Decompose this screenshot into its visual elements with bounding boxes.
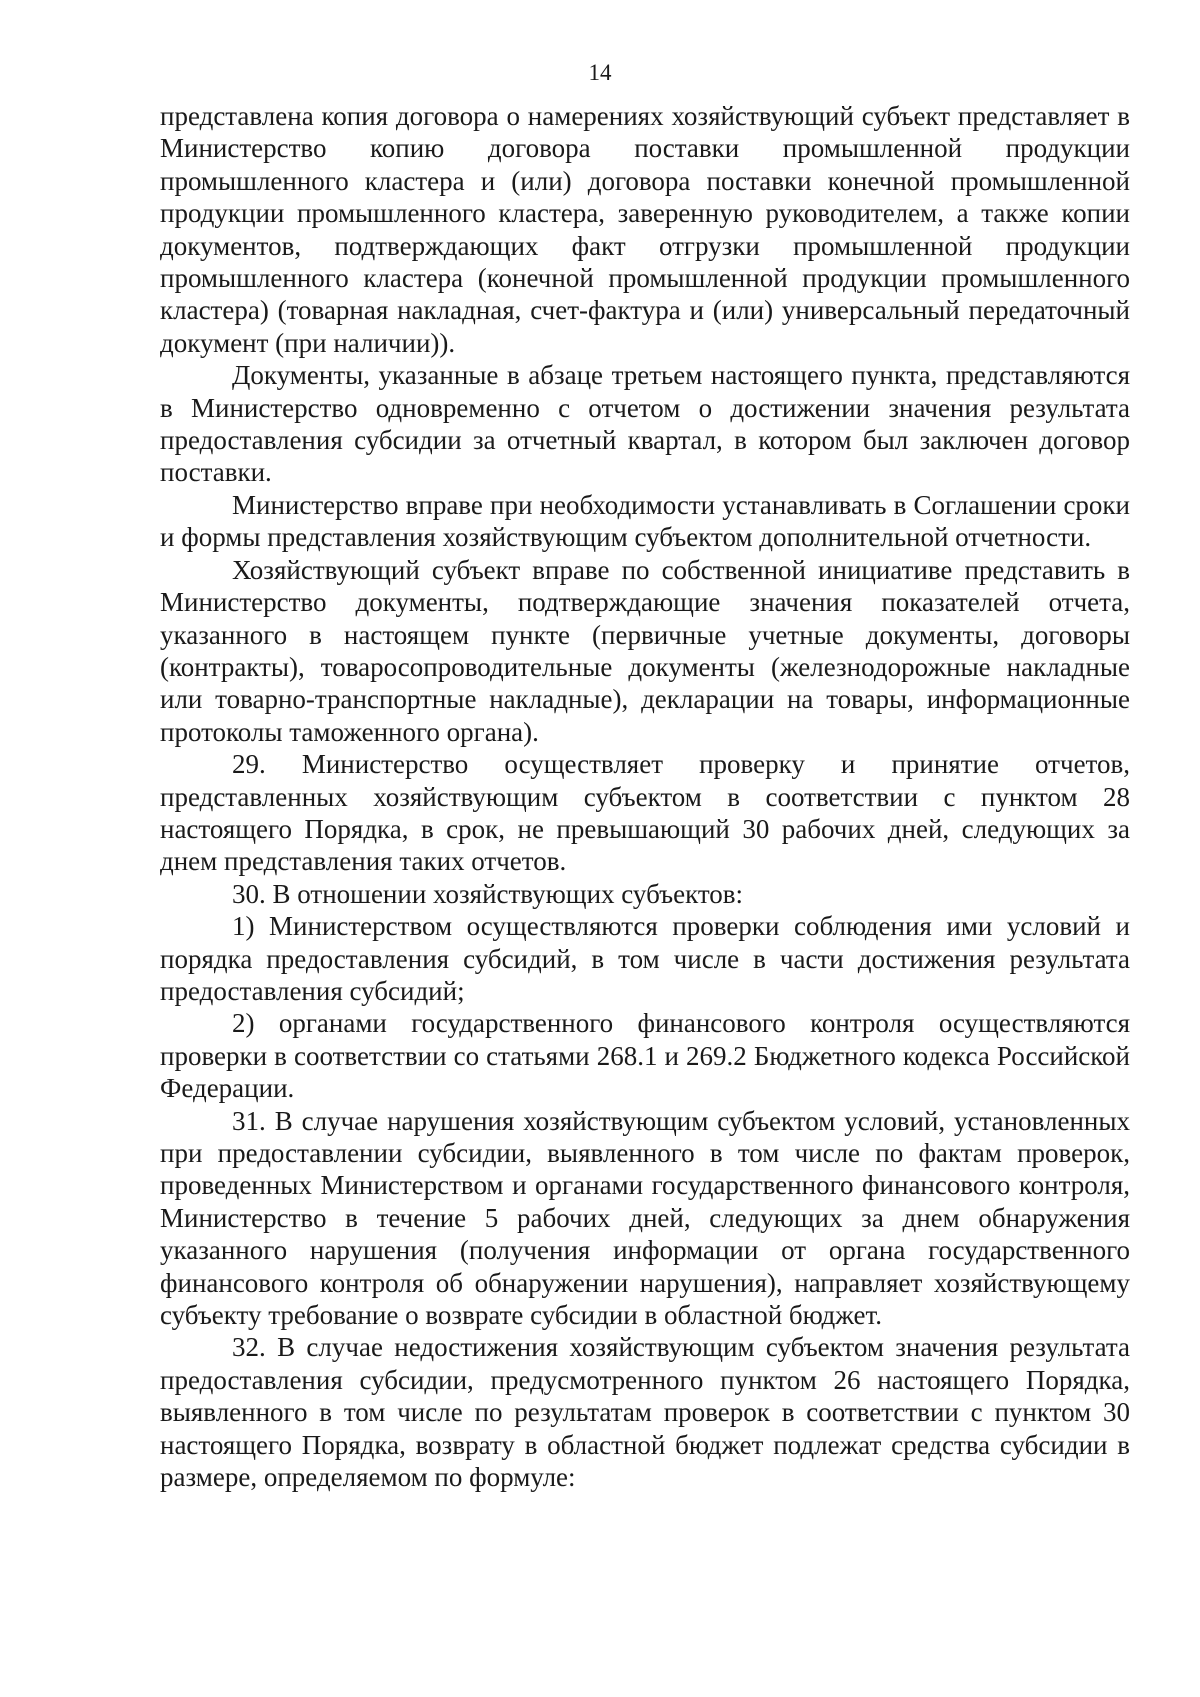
- paragraph-item-30: 30. В отношении хозяйствующих субъектов:: [232, 878, 744, 909]
- paragraph-item-31: 31. В случае нарушения хозяйствующим субъектом условий, установленных при предоставлении субсидии, выявленного в том числе по фактам проверок, проведенных Министерством и органами государственного финансового контроля, Министерство в течение 5 рабочих дней, следующих за днем обнаружения указанного нарушения (получения информации от органа государственного финансового контроля об обнаружении нарушения), направляет хозяйствующему субъекту требование о возврате субсидии в областной бюджет.: [160, 1105, 1130, 1331]
- paragraph-item-30-2: 2) органами государственного финансового контроля осуществляются проверки в соответствии со статьями 268.1 и 269.2 Бюджетного кодекса Российской Федерации.: [160, 1008, 1130, 1104]
- paragraph-continuation: представлена копия договора о намерениях хозяйствующий субъект представляет в Министерство копию договора поставки промышленной продукции промышленного кластера и (или) договора поставки конечной промышленной продукции промышленного кластера, заверенную руководителем, а также копии документов, подтверждающих факт отгрузки промышленной продукции промышленного кластера (конечной промышленной продукции промышленного кластера) (товарная накладная, счет-фактура и (или) универсальный передаточный документ (при наличии)).: [160, 101, 1130, 358]
- paragraph-item-30-1: 1) Министерством осуществляются проверки соблюдения ими условий и порядка предоставления субсидий, в том числе в части достижения результата предоставления субсидий;: [160, 911, 1130, 1006]
- paragraph-own-initiative: Хозяйствующий субъект вправе по собственной инициативе представить в Министерство документы, подтверждающие значения показателей отчета, указанного в настоящем пункте (первичные учетные документы, договоры (контракты), товаросопроводительные документы (железнодорожные накладные или товарно-транспортные накладные), декларации на товары, информационные протоколы таможенного органа).: [160, 554, 1130, 747]
- paragraph-additional-reporting: Министерство вправе при необходимости устанавливать в Соглашении сроки и формы представления хозяйствующим субъектом дополнительной отчетности.: [160, 489, 1130, 553]
- paragraph-documents-submission: Документы, указанные в абзаце третьем настоящего пункта, представляются в Министерство одновременно с отчетом о достижении значения результата предоставления субсидии за отчетный квартал, в котором был заключен договор поставки.: [160, 360, 1130, 488]
- page-number: 14: [588, 60, 612, 85]
- paragraph-item-29: 29. Министерство осуществляет проверку и принятие отчетов, представленных хозяйствующим субъектом в соответствии с пунктом 28 настоящего Порядка, в срок, не превышающий 30 рабочих дней, следующих за днем представления таких отчетов.: [160, 749, 1130, 877]
- paragraph-item-32: 32. В случае недостижения хозяйствующим субъектом значения результата предоставления субсидии, предусмотренного пунктом 26 настоящего Порядка, выявленного в том числе по результатам проверок в соответствии с пунктом 30 настоящего Порядка, возврату в областной бюджет подлежат средства субсидии в размере, определяемом по формуле:: [160, 1332, 1130, 1493]
- document-body: [160, 100, 1130, 1493]
